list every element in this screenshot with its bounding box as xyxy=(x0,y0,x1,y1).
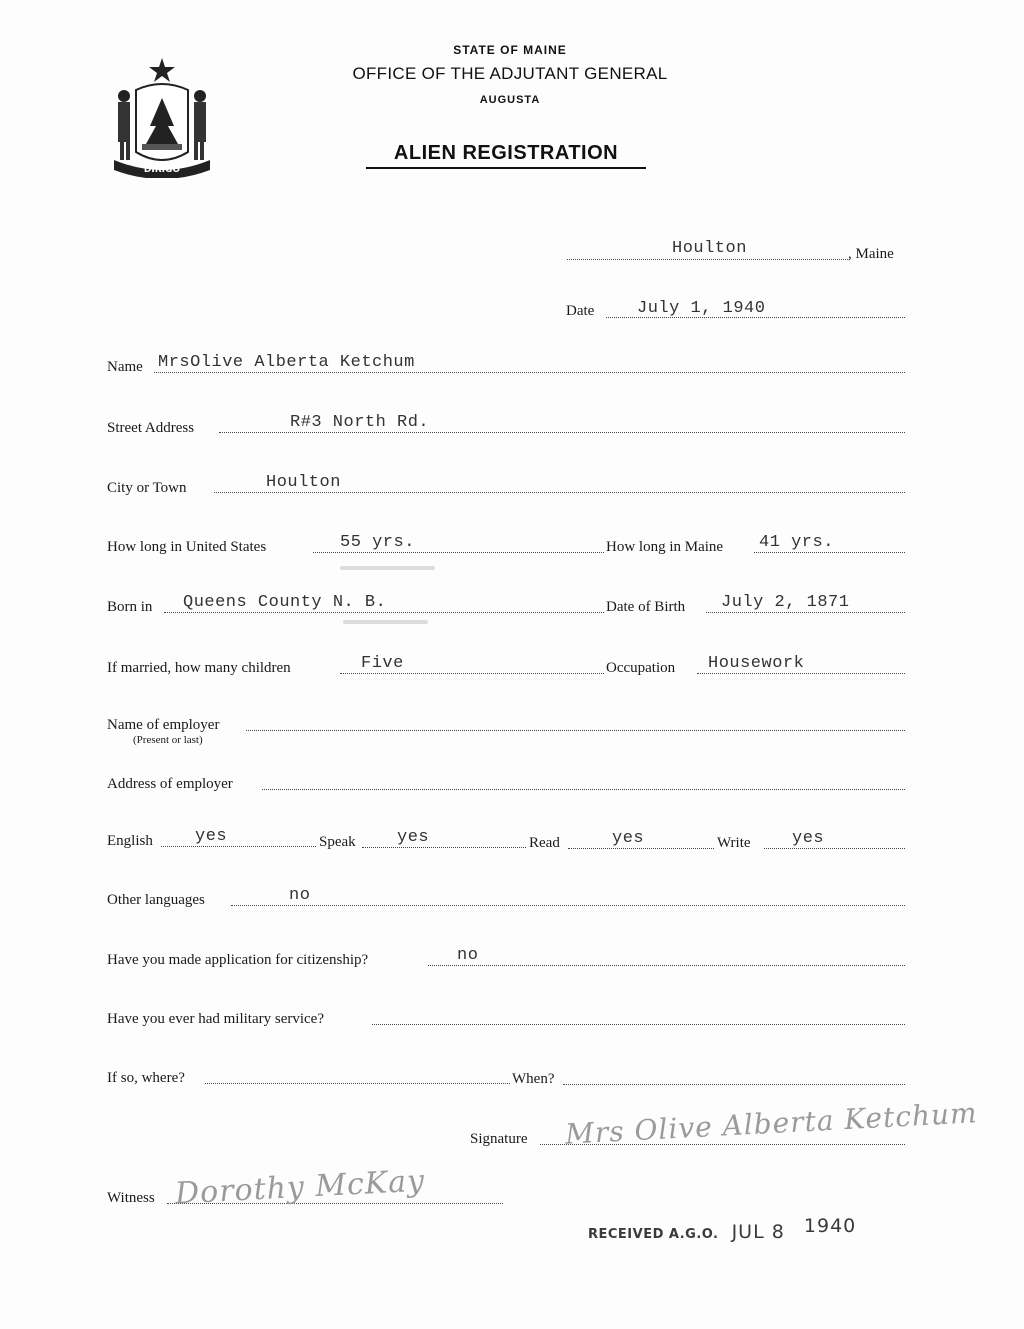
military-label: Have you ever had military service? xyxy=(107,1011,324,1027)
employer-name-line[interactable] xyxy=(246,730,905,731)
place-line xyxy=(567,259,850,260)
occupation-label: Occupation xyxy=(606,660,676,676)
read-value[interactable]: yes xyxy=(612,829,645,848)
born-in-value[interactable]: Queens County N. B. xyxy=(183,593,387,612)
other-languages-value[interactable]: no xyxy=(289,886,311,905)
seal-motto: DIRIGO xyxy=(143,165,181,175)
children-label: If married, how many children xyxy=(107,660,291,676)
name-value[interactable]: MrsOlive Alberta Ketchum xyxy=(158,353,415,372)
english-value[interactable]: yes xyxy=(195,827,228,846)
other-languages-line xyxy=(231,905,905,906)
witness-label: Witness xyxy=(107,1190,155,1206)
how-long-maine-value[interactable]: 41 yrs. xyxy=(759,533,834,552)
write-label: Write xyxy=(717,835,751,851)
how-long-maine-label: How long in Maine xyxy=(606,539,724,555)
header-city: AUGUSTA xyxy=(479,94,541,106)
citizenship-line xyxy=(428,965,905,966)
date-of-birth-line xyxy=(706,612,905,613)
date-of-birth-label: Date of Birth xyxy=(606,599,686,615)
where-label: If so, where? xyxy=(107,1070,185,1086)
employer-address-line[interactable] xyxy=(262,789,905,790)
state-of-maine-seal-icon xyxy=(106,56,218,178)
ink-smudge xyxy=(343,620,428,624)
street-address-line xyxy=(219,432,905,433)
occupation-line xyxy=(697,673,905,674)
speak-value[interactable]: yes xyxy=(397,828,430,847)
stamp-received: RECEIVED A.G.O. xyxy=(588,1227,719,1242)
form-title: ALIEN REGISTRATION xyxy=(366,142,646,169)
citizenship-label: Have you made application for citizenship? xyxy=(107,952,369,968)
city-value[interactable]: Houlton xyxy=(266,473,341,492)
street-address-value[interactable]: R#3 North Rd. xyxy=(290,413,430,432)
where-line[interactable] xyxy=(205,1083,510,1084)
place-suffix: , Maine xyxy=(848,246,894,262)
place-value[interactable]: Houlton xyxy=(672,239,747,258)
when-label: When? xyxy=(512,1071,555,1087)
read-label: Read xyxy=(529,835,560,851)
how-long-maine-line xyxy=(754,552,905,553)
name-label: Name xyxy=(107,359,143,375)
english-label: English xyxy=(107,833,153,849)
write-line xyxy=(764,848,905,849)
employer-address-label: Address of employer xyxy=(107,776,233,792)
other-languages-label: Other languages xyxy=(107,892,205,908)
speak-line xyxy=(362,847,526,848)
children-line xyxy=(340,673,604,674)
employer-name-label: Name of employer xyxy=(107,717,220,733)
date-value[interactable]: July 1, 1940 xyxy=(637,299,766,318)
born-in-line xyxy=(164,612,604,613)
english-line xyxy=(161,846,316,847)
how-long-us-line xyxy=(313,552,604,553)
speak-label: Speak xyxy=(319,834,356,850)
signature-value[interactable]: Mrs Olive Alberta Ketchum xyxy=(564,1096,979,1151)
when-line[interactable] xyxy=(563,1084,905,1085)
read-line xyxy=(568,848,714,849)
stamp-date: JUL 8 xyxy=(731,1221,785,1243)
name-line xyxy=(154,372,905,373)
signature-label: Signature xyxy=(470,1131,528,1147)
ink-smudge xyxy=(340,566,435,570)
date-label: Date xyxy=(566,303,595,319)
write-value[interactable]: yes xyxy=(792,829,825,848)
occupation-value[interactable]: Housework xyxy=(708,654,805,673)
born-in-label: Born in xyxy=(107,599,153,615)
stamp-year: 1940 xyxy=(803,1215,857,1237)
children-value[interactable]: Five xyxy=(361,654,404,673)
witness-value[interactable]: Dorothy McKay xyxy=(174,1163,426,1212)
city-label: City or Town xyxy=(107,480,187,496)
military-line[interactable] xyxy=(372,1024,905,1025)
received-stamp xyxy=(588,1215,857,1243)
street-address-label: Street Address xyxy=(107,420,195,436)
how-long-us-label: How long in United States xyxy=(107,539,267,555)
city-line xyxy=(214,492,905,493)
date-of-birth-value[interactable]: July 2, 1871 xyxy=(721,593,850,612)
employer-name-sublabel: (Present or last) xyxy=(133,734,203,746)
header-state: STATE OF MAINE xyxy=(453,43,567,57)
header-office: OFFICE OF THE ADJUTANT GENERAL xyxy=(352,64,668,83)
how-long-us-value[interactable]: 55 yrs. xyxy=(340,533,415,552)
citizenship-value[interactable]: no xyxy=(457,946,479,965)
